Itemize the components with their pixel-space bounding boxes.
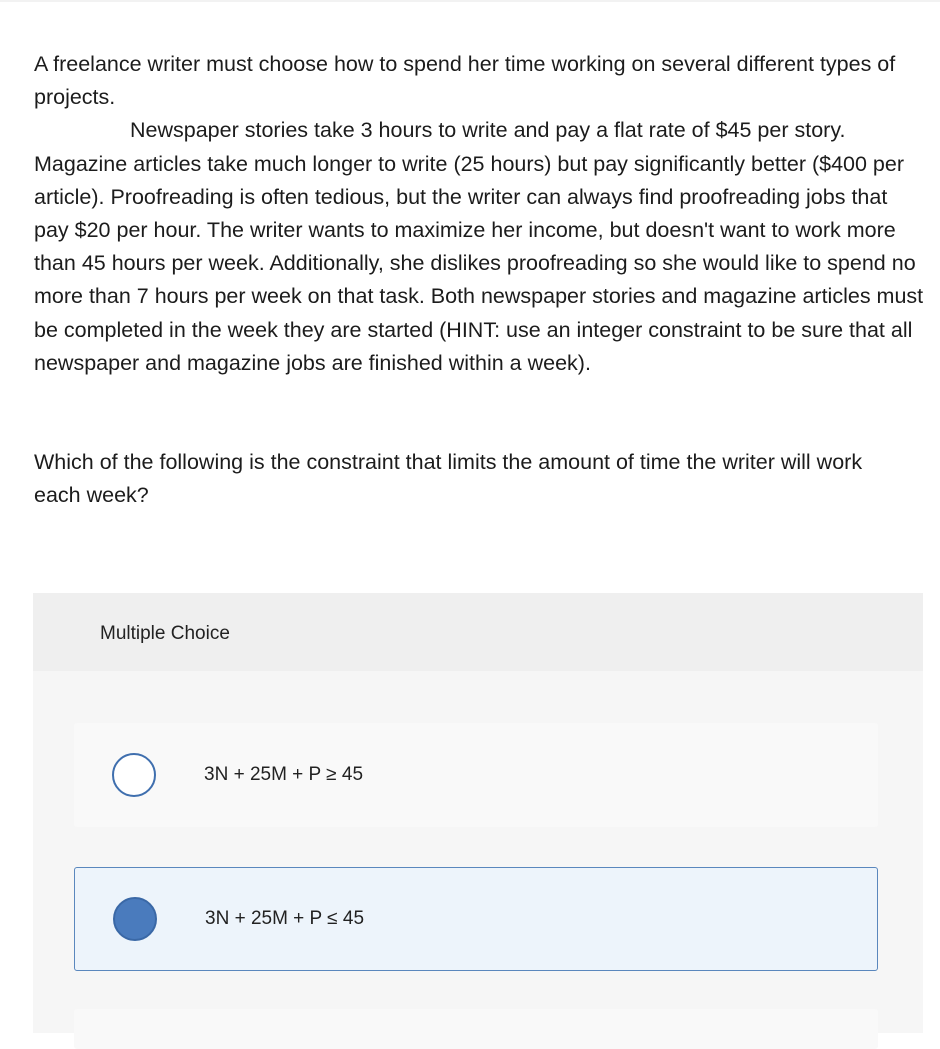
radio-unselected-icon[interactable] — [112, 753, 156, 797]
radio-selected-icon[interactable] — [113, 897, 157, 941]
question-prompt: Which of the following is the constraint that limits the amount of time the writer will work each week? — [34, 450, 863, 508]
choice-option-2[interactable] — [74, 867, 878, 971]
top-divider — [0, 0, 940, 2]
question-body: Newspaper stories take 3 hours to write and pay a flat rate of $45 per story. Magazine articles take much longer to write (25 hours) but pay significantly better ($400 per article). Proofreading is often tedious, but the writer can always find proofreading jobs that pay $20 per hour. The writer wants to maximize her income, but doesn't want to work more than 45 hours per week. Additionally, she dislikes proofreading so she would like to spend no more than 7 hours per week on that task. Both newspaper stories and magazine articles must be completed in the week they are started (HINT: use an integer constraint to be sure that all newspaper and magazine jobs are finished within a week). — [34, 118, 924, 375]
question-text — [34, 48, 926, 380]
multiple-choice-panel — [33, 593, 923, 1033]
choice-option-1[interactable] — [74, 723, 878, 827]
choice-option-label: 3N + 25M + P ≤ 45 — [205, 908, 365, 929]
choice-option-label: 3N + 25M + P ≥ 45 — [204, 764, 364, 785]
choice-option-3-partial[interactable] — [74, 1009, 878, 1049]
multiple-choice-header: Multiple Choice — [33, 593, 923, 671]
question-intro: A freelance writer must choose how to spend her time working on several different types of projects. — [34, 52, 896, 110]
